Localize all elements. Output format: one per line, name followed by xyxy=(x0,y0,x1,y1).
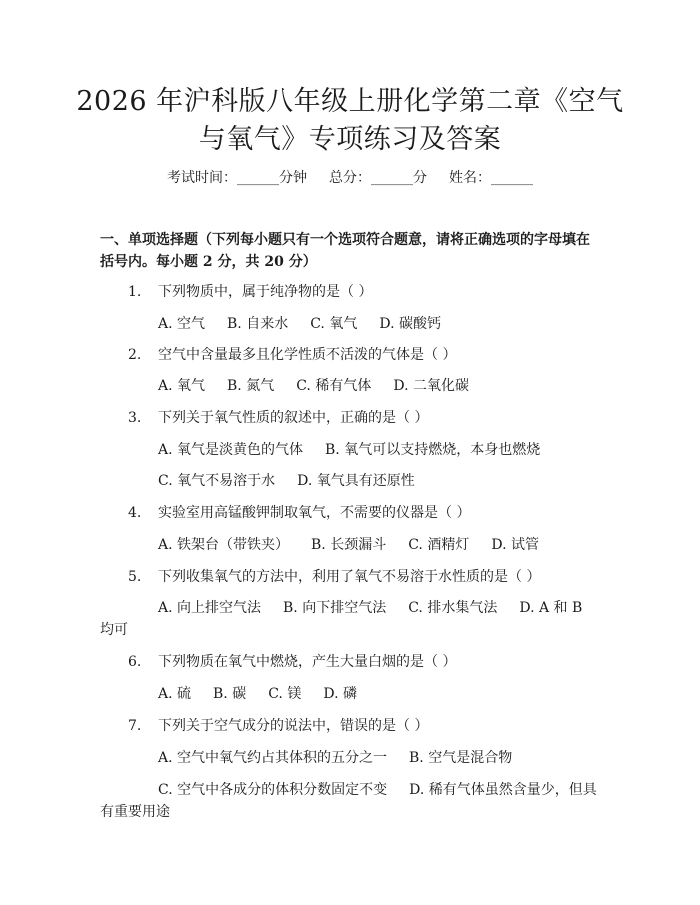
option-c: C. 酒精灯 xyxy=(408,537,470,553)
question-7-options-row-2 xyxy=(158,780,597,800)
option-b: B. 碳 xyxy=(213,686,247,702)
option-b: B. 空气是混合物 xyxy=(409,750,513,766)
question-6-options xyxy=(158,684,379,704)
option-a: A. 空气 xyxy=(158,316,206,332)
student-name-field: 姓名：______ xyxy=(449,170,533,186)
option-d: D. 氧气具有还原性 xyxy=(297,473,415,489)
question-text: 实验室用高锰酸钾制取氧气，不需要的仪器是（ ） xyxy=(158,505,471,521)
option-c: C. 镁 xyxy=(268,686,302,702)
option-c: C. 空气中各成分的体积分数固定不变 xyxy=(158,782,388,798)
question-number: 5. xyxy=(128,569,142,585)
question-3 xyxy=(128,408,428,428)
option-d: D. 试管 xyxy=(491,537,539,553)
option-b: B. 向下排空气法 xyxy=(283,600,387,616)
question-text: 下列物质中，属于纯净物的是（ ） xyxy=(158,284,373,300)
section-heading-line-2: 括号内。每小题 2 分，共 20 分） xyxy=(100,254,317,270)
exam-time-field: 考试时间：______分钟 xyxy=(167,170,307,186)
question-text: 下列物质在氧气中燃烧，产生大量白烟的是（ ） xyxy=(158,654,457,670)
option-b: B. 长颈漏斗 xyxy=(311,537,387,553)
question-number: 2. xyxy=(128,347,142,363)
option-d: D. 碳酸钙 xyxy=(379,316,441,332)
question-number: 6. xyxy=(128,654,142,670)
exam-meta xyxy=(0,168,700,188)
page-title-line-2: 与氧气》专项练习及答案 xyxy=(198,124,502,155)
option-d: D. 磷 xyxy=(323,686,357,702)
question-1 xyxy=(128,282,372,302)
option-c: C. 稀有气体 xyxy=(296,378,372,394)
option-a: A. 空气中氧气约占其体积的五分之一 xyxy=(158,750,388,766)
section-heading-line-1: 一、单项选择题（下列每小题只有一个选项符合题意，请将正确选项的字母填在 xyxy=(100,232,590,248)
option-a: A. 铁架台（带铁夹） xyxy=(158,537,290,553)
option-a: A. 氧气 xyxy=(158,378,206,394)
question-7-option-wrap: 有重要用途 xyxy=(100,804,170,820)
question-5-options xyxy=(158,598,582,618)
question-3-options-row-1 xyxy=(158,440,562,460)
question-1-options xyxy=(158,314,463,334)
option-a: A. 氧气是淡黄色的气体 xyxy=(158,442,304,458)
question-number: 4. xyxy=(128,505,142,521)
question-6 xyxy=(128,652,456,672)
question-3-options-row-2 xyxy=(158,471,437,491)
option-c: C. 排水集气法 xyxy=(408,600,498,616)
option-d: D. A 和 B xyxy=(519,600,583,616)
page-title-line-1: 2026 年沪科版八年级上册化学第二章《空气 xyxy=(76,86,624,117)
question-7 xyxy=(128,716,428,736)
question-7-options-row-1 xyxy=(158,748,534,768)
option-c: C. 氧气不易溶于水 xyxy=(158,473,276,489)
question-2 xyxy=(128,345,456,365)
option-a: A. 硫 xyxy=(158,686,192,702)
question-4 xyxy=(128,503,470,523)
question-text: 下列收集氧气的方法中，利用了氧气不易溶于水性质的是（ ） xyxy=(158,569,541,585)
question-5-option-wrap: 均可 xyxy=(100,622,128,638)
question-text: 空气中含量最多且化学性质不活泼的气体是（ ） xyxy=(158,347,457,363)
question-number: 7. xyxy=(128,718,142,734)
question-text: 下列关于空气成分的说法中，错误的是（ ） xyxy=(158,718,429,734)
question-5 xyxy=(128,567,540,587)
question-text: 下列关于氧气性质的叙述中，正确的是（ ） xyxy=(158,410,429,426)
option-b: B. 自来水 xyxy=(227,316,289,332)
question-number: 1. xyxy=(128,284,142,300)
question-number: 3. xyxy=(128,410,142,426)
option-a: A. 向上排空气法 xyxy=(158,600,262,616)
option-c: C. 氧气 xyxy=(310,316,358,332)
question-4-options xyxy=(158,535,561,555)
option-d: D. 二氧化碳 xyxy=(393,378,469,394)
question-2-options xyxy=(158,376,491,396)
option-b: B. 氮气 xyxy=(227,378,275,394)
option-d: D. 稀有气体虽然含量少，但具 xyxy=(409,782,597,798)
total-score-field: 总分：______分 xyxy=(329,170,427,186)
option-b: B. 氧气可以支持燃烧，本身也燃烧 xyxy=(325,442,541,458)
